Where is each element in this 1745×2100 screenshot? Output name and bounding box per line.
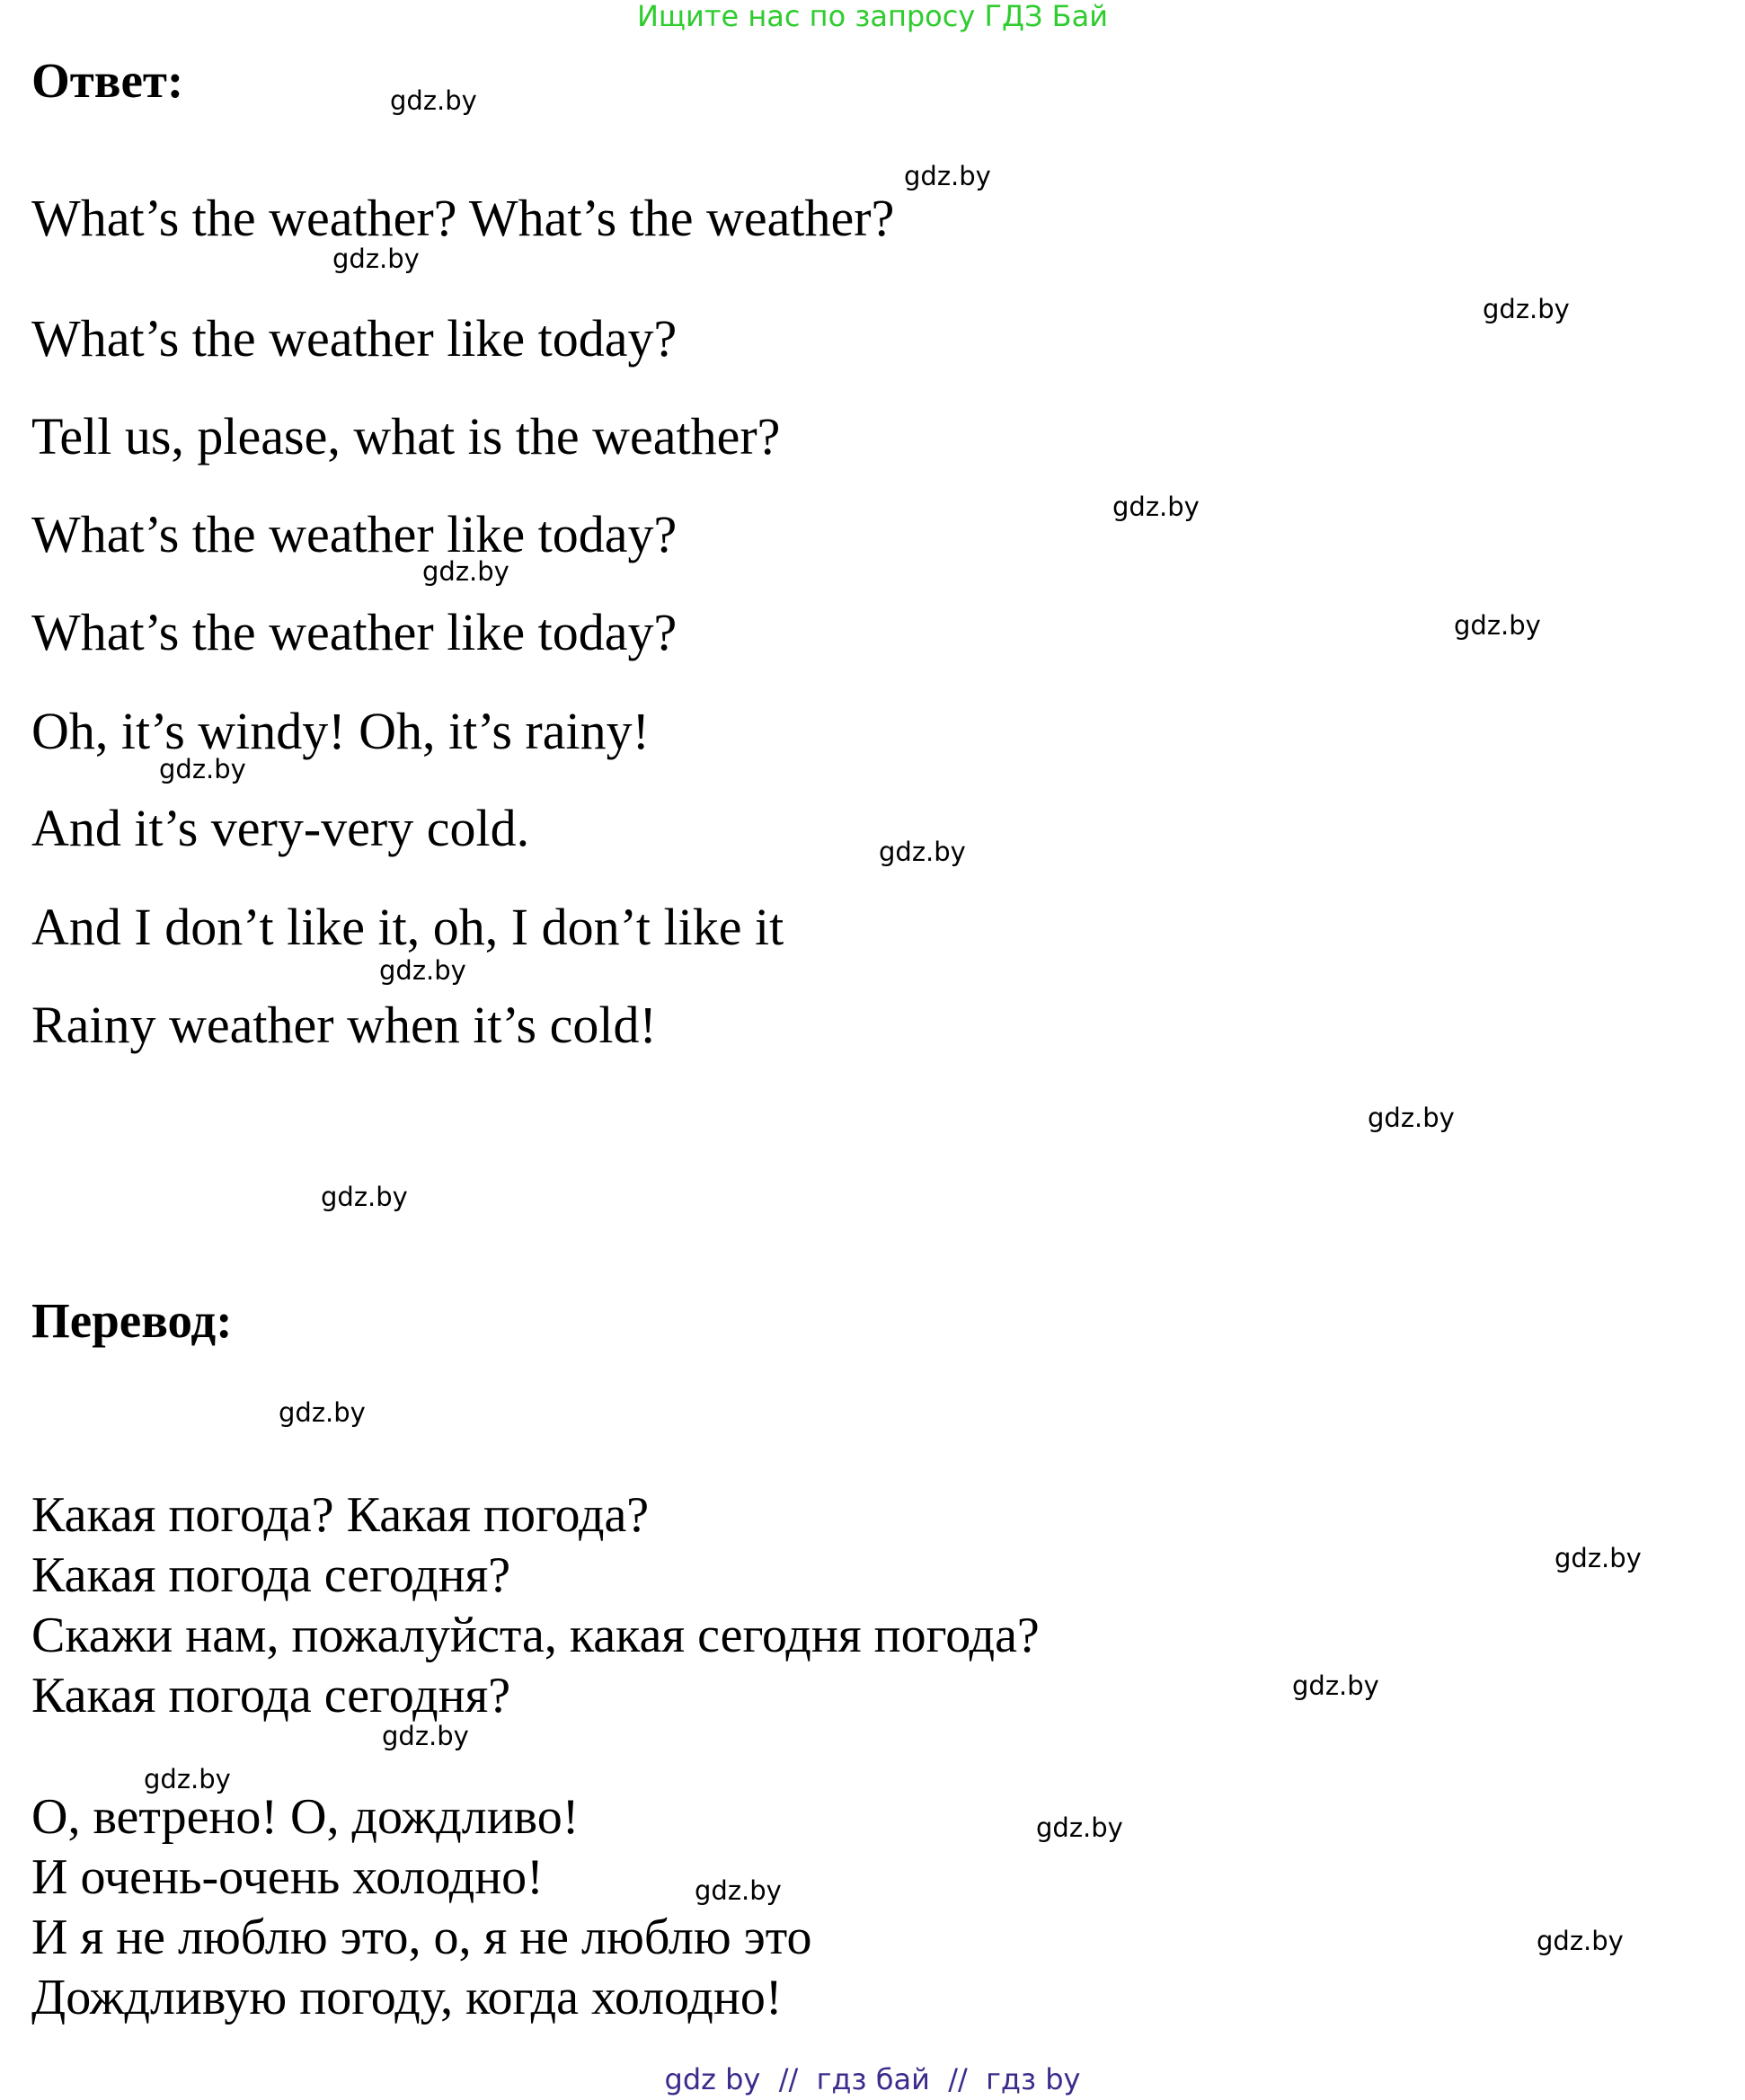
watermark: gdz.by — [1555, 1543, 1642, 1573]
translation-line-2: Какая погода сегодня? — [31, 1547, 511, 1603]
watermark: gdz.by — [144, 1764, 231, 1794]
watermark: gdz.by — [1537, 1926, 1624, 1956]
answer-heading: Ответ: — [31, 53, 184, 108]
watermark: gdz.by — [332, 244, 420, 274]
answer-line-6: Oh, it’s windy! Oh, it’s rainy! — [31, 702, 650, 760]
translation-line-5: О, ветрено! О, дождливо! — [31, 1789, 580, 1845]
answer-line-7: And it’s very-very cold. — [31, 799, 530, 857]
watermark: gdz.by — [695, 1875, 782, 1906]
watermark: gdz.by — [382, 1721, 469, 1751]
answer-line-9: Rainy weather when it’s cold! — [31, 996, 657, 1054]
answer-line-3: Tell us, please, what is the weather? — [31, 407, 781, 465]
watermark: gdz.by — [904, 161, 991, 191]
answer-line-8: And I don’t like it, oh, I don’t like it — [31, 898, 784, 956]
watermark: gdz.by — [1036, 1812, 1123, 1843]
watermark: gdz.by — [1292, 1670, 1379, 1701]
translation-line-8: Дождливую погоду, когда холодно! — [31, 1970, 783, 2025]
translation-line-4: Какая погода сегодня? — [31, 1668, 511, 1723]
watermark: gdz.by — [1483, 294, 1570, 324]
watermark: gdz.by — [159, 754, 246, 784]
answer-line-5: What’s the weather like today? — [31, 603, 678, 661]
watermark: gdz.by — [279, 1397, 366, 1428]
translation-line-6: И очень-очень холодно! — [31, 1849, 544, 1905]
top-banner: Ищите нас по запросу ГДЗ Бай — [636, 0, 1109, 33]
watermark: gdz.by — [1454, 610, 1541, 641]
watermark: gdz.by — [1112, 492, 1200, 522]
watermark: gdz.by — [422, 556, 509, 587]
footer: gdz by // гдз бай // гдз by — [664, 2062, 1081, 2096]
watermark: gdz.by — [321, 1182, 408, 1212]
translation-heading: Перевод: — [31, 1293, 233, 1348]
watermark: gdz.by — [390, 85, 477, 116]
watermark: gdz.by — [1368, 1103, 1455, 1133]
translation-line-3: Скажи нам, пожалуйста, какая сегодня погода? — [31, 1608, 1040, 1663]
answer-line-4: What’s the weather like today? — [31, 505, 678, 563]
translation-line-1: Какая погода? Какая погода? — [31, 1487, 650, 1543]
answer-line-1: What’s the weather? What’s the weather? — [31, 189, 895, 247]
watermark: gdz.by — [879, 837, 966, 867]
watermark: gdz.by — [379, 955, 466, 986]
translation-line-7: И я не люблю это, о, я не люблю это — [31, 1909, 812, 1965]
answer-line-2: What’s the weather like today? — [31, 309, 678, 368]
